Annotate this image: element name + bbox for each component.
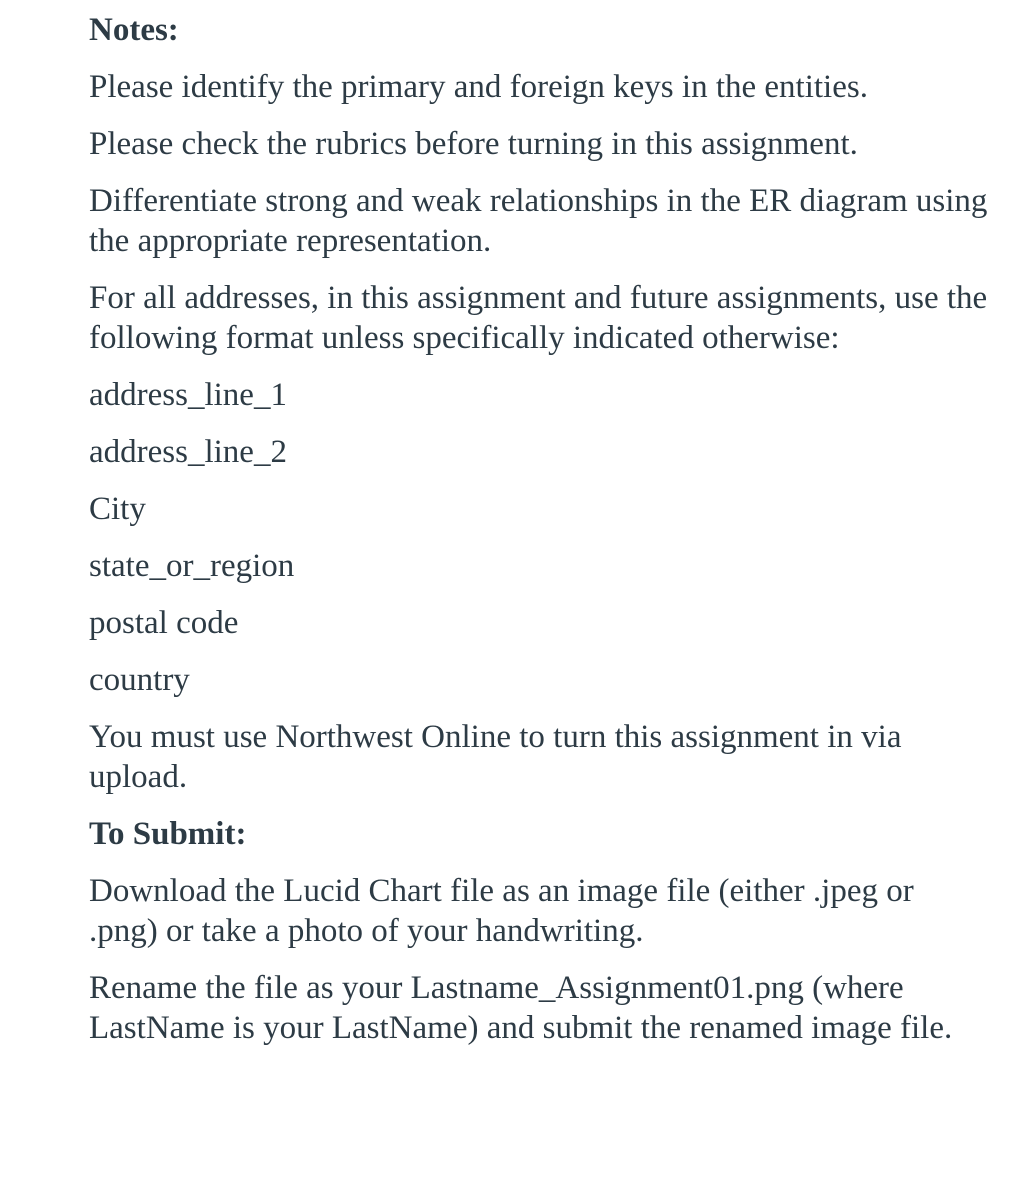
note-upload-instructions: You must use Northwest Online to turn this assignment in via upload. [89,719,902,795]
submit-download-instructions: Download the Lucid Chart file as an image file (either .jpeg or .png) or take a photo of your handwriting. [89,873,914,949]
note-check-rubrics: Please check the rubrics before turning in this assignment. [89,126,858,162]
submit-heading: To Submit: [89,816,247,852]
notes-heading: Notes: [89,12,179,48]
address-field-line-1: address_line_1 [89,377,287,413]
address-field-country: country [89,662,190,698]
address-field-city: City [89,491,146,527]
note-strong-weak-relationships: Differentiate strong and weak relationships in the ER diagram using the appropriate representation. [89,183,988,259]
note-primary-foreign-keys: Please identify the primary and foreign keys in the entities. [89,69,868,105]
address-field-line-2: address_line_2 [89,434,287,470]
assignment-instructions [89,10,989,1065]
address-field-state: state_or_region [89,548,295,584]
note-address-format: For all addresses, in this assignment and future assignments, use the following format unless specifically indicated otherwise: [89,280,988,356]
submit-rename-instructions: Rename the file as your Lastname_Assignment01.png (where LastName is your LastName) and submit the renamed image file. [89,970,953,1046]
address-field-postal-code: postal code [89,605,239,641]
